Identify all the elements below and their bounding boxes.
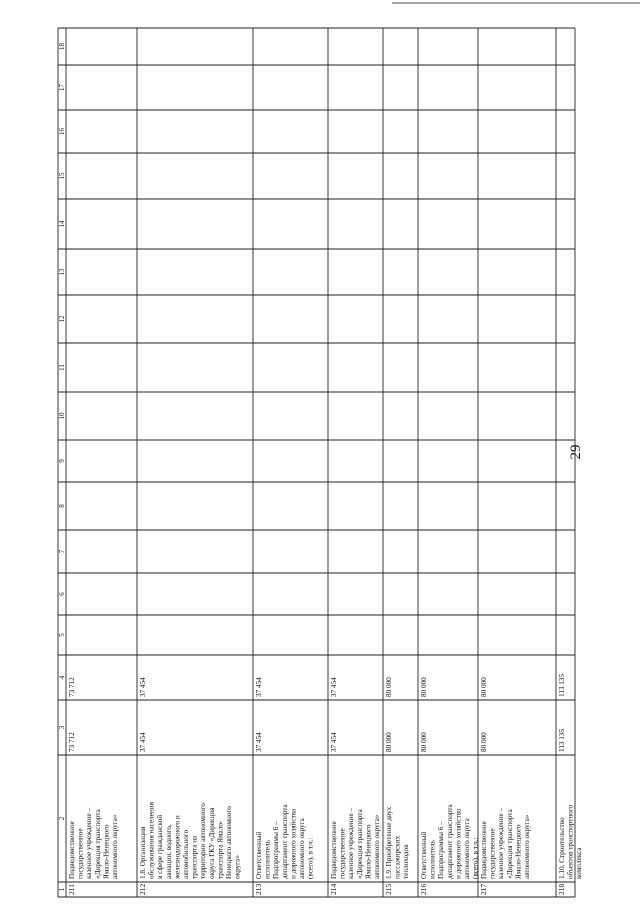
row-name-line: в сфере гражданской bbox=[156, 814, 165, 879]
row-name-line: автономного округа» bbox=[111, 814, 119, 879]
column-header: 3 bbox=[58, 725, 66, 730]
value-col4: 37 454 bbox=[139, 677, 147, 697]
row-name bbox=[68, 808, 119, 879]
row-name-line: пассажирских bbox=[393, 835, 402, 879]
row-name-line: округа» bbox=[233, 855, 242, 879]
column-header-row bbox=[58, 43, 66, 892]
row-name-line: 1.9. Приобретение двух bbox=[385, 806, 393, 879]
value-col4: 113 135 bbox=[558, 673, 566, 697]
row-name-line: исполнитель bbox=[263, 840, 272, 879]
table-body bbox=[67, 674, 583, 895]
value-col3: 113 135 bbox=[558, 728, 566, 752]
row-number: 218 bbox=[557, 883, 566, 895]
row-name-line: автономного округа bbox=[298, 818, 306, 879]
table-grid bbox=[58, 28, 575, 897]
table-row bbox=[67, 677, 119, 895]
row-name-line: Ответственный bbox=[255, 831, 263, 879]
value-col3: 80 000 bbox=[385, 732, 393, 752]
row-number: 211 bbox=[67, 884, 76, 895]
column-header: 9 bbox=[58, 459, 66, 463]
row-number: 212 bbox=[138, 883, 147, 895]
column-header: 1 bbox=[58, 887, 66, 892]
row-name-line: округа ГКУ «Дирекция bbox=[207, 807, 216, 879]
column-header: 10 bbox=[58, 412, 66, 420]
row-name-line: Ямало-Ненецкого bbox=[102, 824, 111, 879]
row-name-line: казенное учреждение – bbox=[85, 807, 94, 879]
column-header: 4 bbox=[58, 675, 66, 680]
row-name-line: «Дирекция транспорта bbox=[505, 809, 514, 879]
row-name-line: территории автономного bbox=[199, 803, 208, 879]
value-col3: 37 454 bbox=[139, 732, 147, 752]
row-name-line: комплекса bbox=[575, 847, 584, 879]
row-name-line: Ямало-Ненецкого bbox=[364, 824, 373, 879]
row-name-line: казенное учреждение – bbox=[497, 807, 506, 879]
row-number: 217 bbox=[479, 883, 488, 895]
row-name-line: государственное bbox=[76, 828, 85, 879]
row-name-line: Подведомственное bbox=[480, 821, 488, 879]
row-name-line: государственное bbox=[488, 828, 497, 879]
row-number: 213 bbox=[254, 883, 263, 895]
value-col4: 80 000 bbox=[385, 677, 393, 697]
row-name bbox=[420, 803, 480, 879]
row-name-line: (всего), в т.ч.: bbox=[471, 837, 480, 879]
row-name bbox=[480, 808, 531, 879]
table-row bbox=[138, 677, 242, 895]
row-number: 216 bbox=[419, 883, 428, 895]
row-name-line: объектов транспортного bbox=[566, 804, 575, 879]
row-name-line: департамент транспорта bbox=[445, 804, 454, 879]
value-col3: 37 454 bbox=[255, 732, 263, 752]
value-col4: 37 454 bbox=[330, 677, 338, 697]
row-name-line: 1.8. Организация bbox=[139, 826, 147, 879]
row-name-line: казенное учреждение – bbox=[347, 807, 356, 879]
value-col3: 73 712 bbox=[68, 732, 76, 752]
row-name-line: авиации, водного, bbox=[164, 824, 173, 879]
table-row bbox=[329, 677, 381, 895]
row-name-line: Подведомственное bbox=[68, 821, 76, 879]
row-name-line: департамент транспорта bbox=[280, 804, 289, 879]
row-name-line: 1.10. Строительство bbox=[558, 817, 566, 879]
column-header: 18 bbox=[58, 43, 66, 50]
row-name-line: исполнитель bbox=[428, 840, 437, 879]
page-number: 29 bbox=[568, 444, 584, 460]
value-col3: 37 454 bbox=[330, 732, 338, 752]
value-col4: 37 454 bbox=[255, 677, 263, 697]
column-header: 14 bbox=[58, 220, 66, 228]
row-number: 214 bbox=[329, 883, 338, 895]
table-row bbox=[384, 677, 410, 895]
table-row bbox=[419, 677, 480, 895]
row-number: 215 bbox=[384, 883, 393, 895]
table-row bbox=[479, 677, 531, 895]
column-header: 13 bbox=[58, 268, 66, 276]
row-name-line: транспорта на bbox=[190, 835, 199, 879]
row-name-line: «Дирекция транспорта bbox=[355, 809, 364, 879]
value-col3: 80 000 bbox=[420, 732, 428, 752]
row-name-line: железнодорожного и bbox=[173, 815, 182, 879]
row-name bbox=[330, 808, 381, 879]
row-name-line: Подпрограммы 6 – bbox=[437, 821, 446, 879]
row-name-line: (всего), в т.ч.: bbox=[306, 837, 315, 879]
column-header: 11 bbox=[58, 364, 66, 371]
column-header: 15 bbox=[58, 172, 66, 180]
table-row bbox=[557, 674, 583, 895]
value-col4: 73 712 bbox=[68, 677, 76, 697]
row-name-line: автономного округа bbox=[463, 818, 471, 879]
row-name-line: Подпрограммы 6 – bbox=[272, 821, 281, 879]
column-header: 6 bbox=[58, 592, 66, 596]
row-name bbox=[558, 804, 583, 879]
row-name bbox=[139, 801, 242, 880]
row-name-line: Ответственный bbox=[420, 831, 428, 879]
table-row bbox=[254, 677, 315, 895]
column-header: 2 bbox=[58, 816, 66, 821]
row-name-line: транспорта Ямало- bbox=[216, 820, 225, 879]
column-header: 12 bbox=[58, 315, 66, 323]
row-name-line: Ямало-Ненецкого bbox=[514, 824, 523, 879]
column-header: 5 bbox=[58, 633, 66, 637]
row-name-line: государственное bbox=[338, 828, 347, 879]
row-name bbox=[385, 806, 410, 879]
row-name-line: автономного округа» bbox=[373, 814, 381, 879]
column-header: 8 bbox=[58, 504, 66, 508]
row-name-line: и дорожного хозяйства bbox=[289, 808, 298, 879]
value-col4: 80 000 bbox=[420, 677, 428, 697]
row-name-line: и дорожного хозяйства bbox=[454, 808, 463, 879]
row-name-line: обслуживания населения bbox=[147, 802, 156, 879]
value-col4: 80 000 bbox=[480, 677, 488, 697]
column-header: 16 bbox=[58, 128, 66, 135]
row-name-line: автомобильного bbox=[182, 829, 190, 879]
column-header: 7 bbox=[58, 549, 66, 554]
value-col3: 80 000 bbox=[480, 732, 488, 752]
row-name-line: «Дирекция транспорта bbox=[93, 809, 102, 879]
row-name-line: теплоходов bbox=[402, 844, 411, 879]
row-name-line: автономного округа» bbox=[523, 814, 531, 879]
row-name-line: Ненецкого автономного bbox=[225, 806, 233, 879]
column-header: 17 bbox=[58, 84, 66, 91]
row-name-line: Подведомственное bbox=[330, 821, 338, 879]
row-name bbox=[255, 803, 315, 879]
